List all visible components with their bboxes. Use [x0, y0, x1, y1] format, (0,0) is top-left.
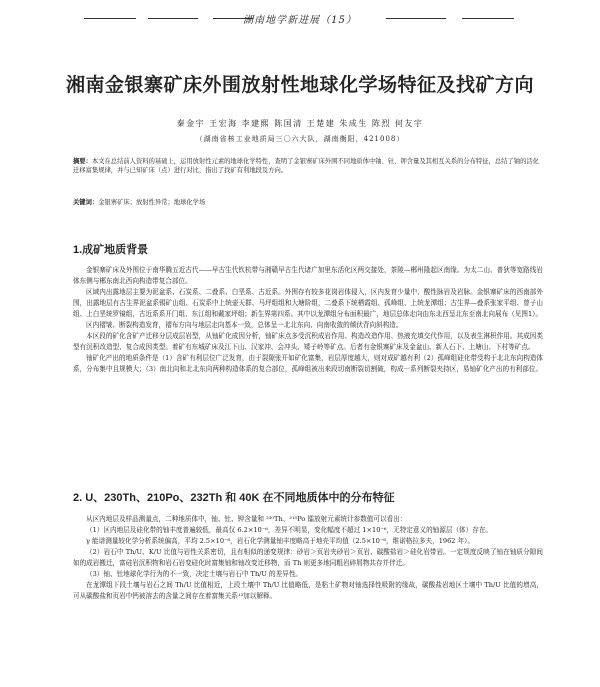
- keywords-text: 金银寨矿床；放射性异常；地球化学场: [98, 199, 206, 206]
- paragraph: 铀矿化产出的地质条件是（1）含矿有利层位广泛发育，由于裂隙张开如矿化富集，岩层厚度越大，则对成矿越有利（2）孤峰组硅化带受构于北北东向构造体系，分布集中且规模大；（3）南北向和北北东向两种构造体系的复合部位，孤峰组被出来段切南断裂切割破，构成一系列断裂夹持区，易铀矿化产出的有利部位。: [73, 354, 543, 373]
- abstract-label: 摘要：: [73, 158, 92, 165]
- keywords-label: 关键词：: [73, 199, 99, 206]
- paragraph: 本区段的矿化含矿产迁移分层成层岩型，从铀矿化成因分析，铀矿床点多受沉积成岩作用、构造改造作用、热液充填交代作用，以及表生淋积作用。其成因类型有沉积改造型、复合成因类型。着矿有东城矿床及江下山、汉家冲、会冲头、矮子岭等矿点。后者有金银寨矿床及金盆山、新人石下、上塘山、下村等矿点。: [73, 332, 543, 351]
- paragraph: 区内褶皱、断裂构造发育，褶布方向与地层走向基本一致，总体呈一北北东向、向南收敛的倾伏背向斜构造。: [86, 321, 403, 329]
- section-2-body: [73, 514, 543, 602]
- paragraph: （3）铀、钍地球化学行为的不一致，决定土壤与岩石中 Th/U 的差异性。: [86, 570, 303, 578]
- abstract: [73, 157, 541, 175]
- section-1-body: [73, 265, 543, 375]
- paragraph: （2）岩石中 Th/U、K/U 比值与岩性关系密切，且有相似的递变规律：砂岩＞页岩夹砂岩＞页岩、碳酸盐岩＞硅化岩带岩。一定规度反映了铀在铀质分隙间如的成岩搬迁，富硅岩沉积物和岩石岩变硅化时富集铀和铀改变迁移物，而 Th 则更多地同粗岩碎屑物共存并伴迁。: [73, 548, 543, 567]
- paragraph: 金银寨矿床及外围位于南华腾五近古代——早古生代钦杭带与湘赣早古生代诸广加里东活化区两交接处，茶陵—郴州隆起区南缘。为太二山、普狄等宽路线岩体东侧与郴东南北西向构造带复合部位。: [73, 266, 543, 285]
- author-list: 秦金宇 王宏海 李建熙 陈国清 王楚建 朱成生 陈烈 何友宇: [176, 119, 424, 128]
- keywords: [73, 198, 541, 207]
- abstract-text: 本文在总结前人资料的基础上，运用放射性元素的地球化学特性，查明了金银寨矿床外围不同地质体中铀、钍、钾含量及其相互关系的分布特征，总结了铀的活化迁移富集规律，并与已知矿床（点）进行对比，指出了找矿有利地段及方向。: [73, 158, 539, 174]
- affiliation: （湖南省核工业地质局三〇六大队，湖南衡阳，421008）: [195, 135, 405, 143]
- paragraph: （1）区内地层及硅化带的铀丰度普遍较低，最高仅 6.2×10⁻⁶，差异不明显，变化幅度不超过 1×10⁻⁶，无特定意义的铀源层（体）存在。: [86, 526, 493, 534]
- running-header-text: 湖南地学新进展（15）: [243, 15, 357, 26]
- section-heading-2: 2. U、230Th、210Po、232Th 和 40K 在不同地质体中的分布特征: [73, 492, 395, 504]
- paragraph: 在龙潭组下段土壤与岩石之间 Th/U 比值相近，上段土壤中 Th/U 比值略低，是粘土矿物对铀选择性吸附的缘故，碳酸盐岩地区土壤中 Th/U 比值的增高，可从碳酸盐和页岩中钙被溶去的含量之间存在着富集关系¹³加以解释。: [73, 581, 543, 600]
- paragraph: 从区内地层及样品测量点，二种地质体中，铀、钍、钾含量和 ²³⁰Th、²¹⁰Po 镭放射元素统计参数值可以看出：: [86, 515, 407, 523]
- paper-title: 湘南金银寨矿床外围放射性地球化学场特征及找矿方向: [65, 74, 534, 96]
- running-header: [0, 6, 600, 26]
- paragraph: γ 能谱测量较化学分析系统偏高，平均 2.5×10⁻⁶，岩石化学测量铀丰度略高于地壳平均值（2.5×10⁻⁶，维诺格拉多夫，1962 年）。: [86, 537, 475, 545]
- section-heading-1: 1.成矿地质背景: [73, 244, 149, 256]
- paragraph: 区域内出露地层主要为泥盆系、石炭系、二叠系、白垩系、古近系。外围存有较多花岗岩体侵入，区内发育少量中、酸性脉岩及岩脉。金银寨矿床的西南部外围，出露地层有古生界泥盆系锡矿山组、石炭系中上统壶天群、马坪组组和大塘阶组，二叠系下统栖霞组、孤峰组、上统龙潭组；古生界—叠系张家平组、曾子山组、上白垩统罗镜组，古近系系开门组、东江组和戴家坪组；新生界第四系。其中以龙潭组分布面积最广，地层总体走向由东北西呈北东至南北向展布（见图1）。: [73, 288, 543, 318]
